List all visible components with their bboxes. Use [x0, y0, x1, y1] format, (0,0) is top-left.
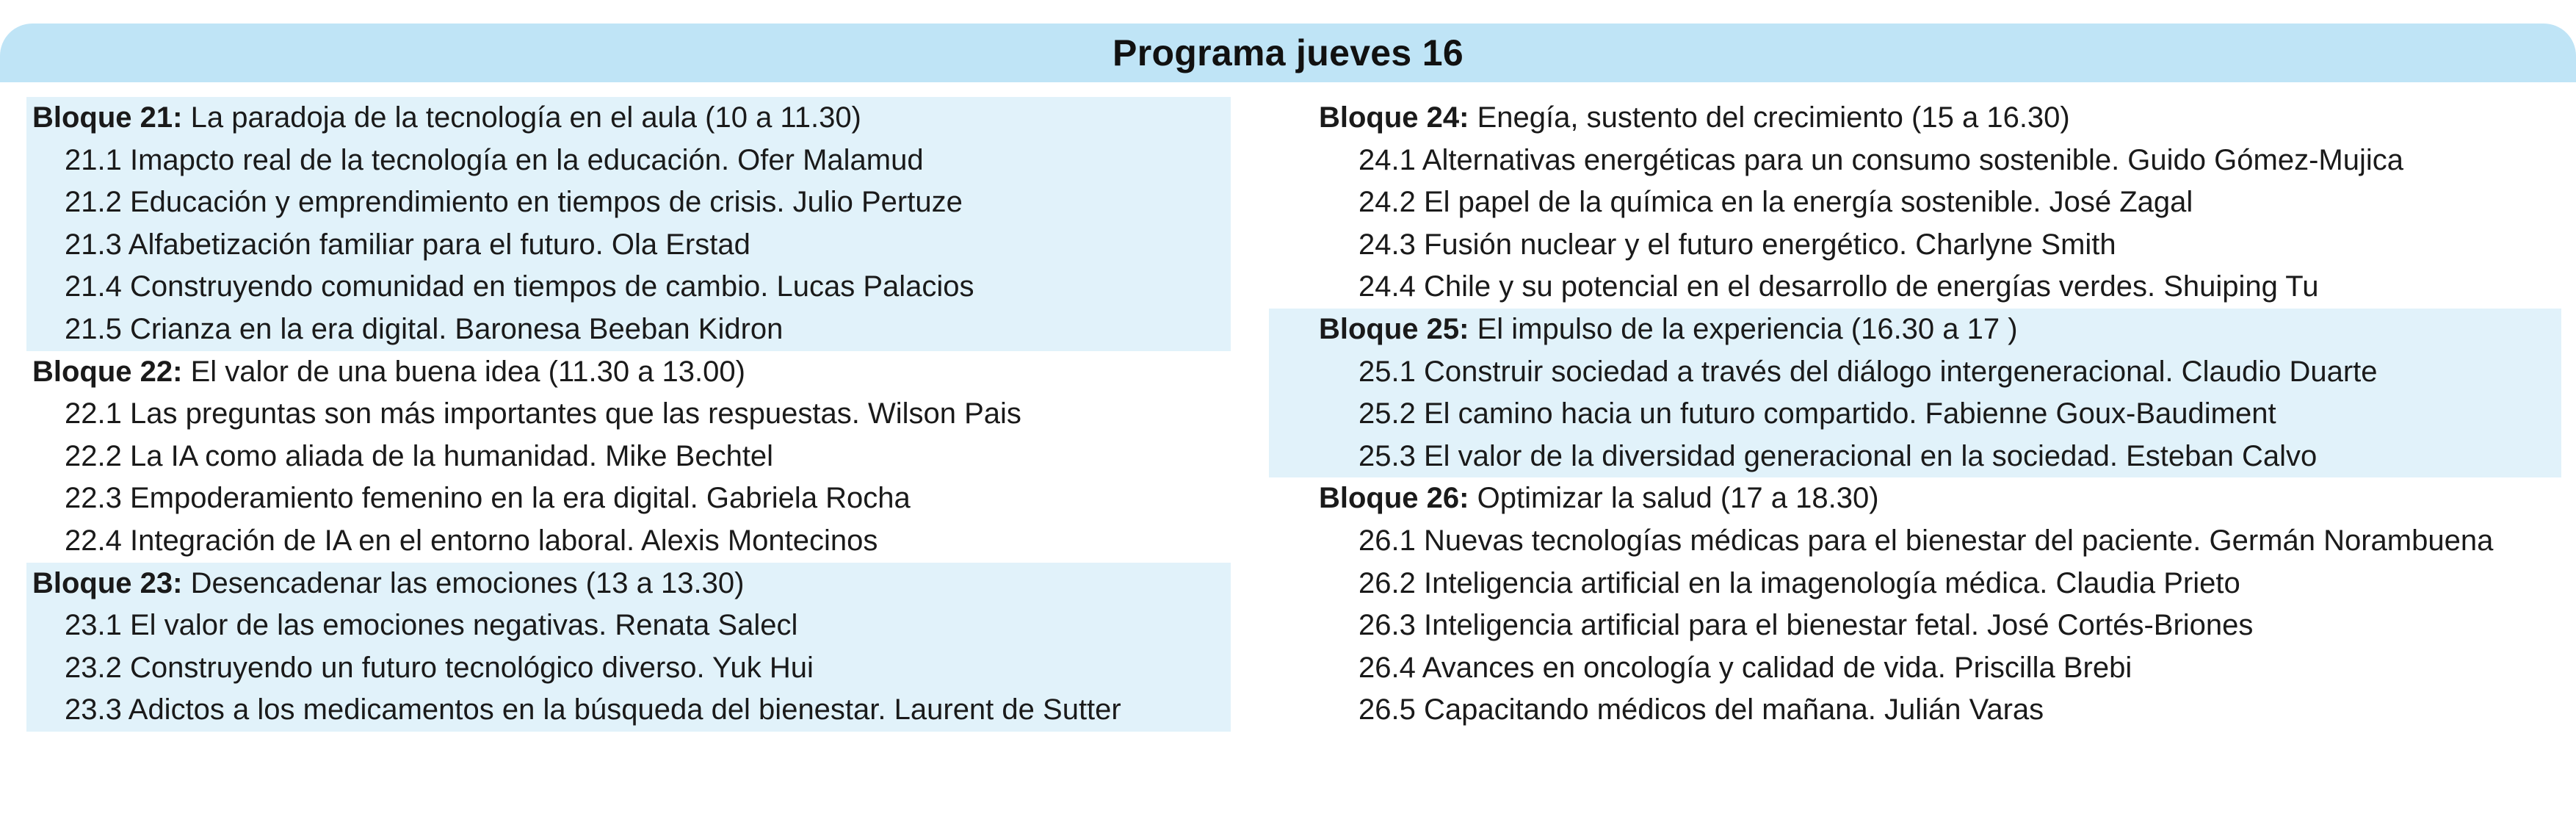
block-heading	[26, 563, 1231, 605]
block-subtitle: El valor de una buena idea (11.30 a 13.00)	[182, 355, 745, 388]
talk-item: 22.3 Empoderamiento femenino en la era digital. Gabriela Rocha	[65, 482, 911, 515]
talk-item: 25.1 Construir sociedad a través del diálogo intergeneracional. Claudio Duarte	[1358, 355, 2378, 388]
talk-item: 25.2 El camino hacia un futuro compartido. Fabienne Goux-Baudiment	[1358, 397, 2276, 430]
block-subtitle: Optimizar la salud (17 a 18.30)	[1469, 482, 1879, 515]
talk-item: 23.3 Adictos a los medicamentos en la búsqueda del bienestar. Laurent de Sutter	[65, 693, 1121, 727]
block-24	[1269, 97, 2561, 309]
block-heading	[26, 351, 1231, 394]
block-subtitle: El impulso de la experiencia (16.30 a 17 )	[1469, 312, 2018, 345]
block-name: Bloque 23:	[32, 566, 183, 599]
talk-item: 23.2 Construyendo un futuro tecnológico diverso. Yuk Hui	[65, 651, 814, 684]
block-23	[26, 563, 1231, 732]
block-subtitle: Desencadenar las emociones (13 a 13.30)	[182, 566, 745, 599]
talk-item: 24.2 El papel de la química en la energía sostenible. José Zagal	[1358, 186, 2193, 219]
talk-item: 21.5 Crianza en la era digital. Baronesa Beeban Kidron	[65, 312, 784, 345]
block-name: Bloque 22:	[32, 355, 183, 388]
talk-item: 25.3 El valor de la diversidad generacional en la sociedad. Esteban Calvo	[1358, 439, 2318, 472]
block-heading	[1269, 477, 2561, 520]
left-column	[26, 97, 1231, 732]
talk-item: 22.4 Integración de IA en el entorno laboral. Alexis Montecinos	[65, 524, 878, 557]
block-name: Bloque 24:	[1319, 101, 1469, 134]
talk-item: 23.1 El valor de las emociones negativas. Renata Salecl	[65, 609, 798, 642]
block-heading	[1269, 97, 2561, 140]
talk-item: 26.1 Nuevas tecnologías médicas para el bienestar del paciente. Germán Norambuena	[1358, 524, 2494, 557]
talk-item: 26.5 Capacitando médicos del mañana. Julián Varas	[1358, 693, 2044, 727]
block-26	[1269, 477, 2561, 732]
talk-item: 26.2 Inteligencia artificial en la imagenología médica. Claudia Prieto	[1358, 566, 2240, 599]
talk-item: 21.1 Imapcto real de la tecnología en la educación. Ofer Malamud	[65, 143, 924, 176]
block-name: Bloque 26:	[1319, 482, 1469, 515]
block-22	[26, 351, 1231, 563]
talk-item: 22.2 La IA como aliada de la humanidad. Mike Bechtel	[65, 439, 774, 472]
talk-item: 22.1 Las preguntas son más importantes que las respuestas. Wilson Pais	[65, 397, 1021, 430]
talk-item: 26.3 Inteligencia artificial para el bienestar fetal. José Cortés-Briones	[1358, 609, 2254, 642]
talk-item: 24.4 Chile y su potencial en el desarrollo de energías verdes. Shuiping Tu	[1358, 270, 2319, 303]
block-name: Bloque 21:	[32, 101, 183, 134]
talk-item: 24.3 Fusión nuclear y el futuro energético. Charlyne Smith	[1358, 228, 2116, 261]
block-21	[26, 97, 1231, 351]
talk-item: 24.1 Alternativas energéticas para un consumo sostenible. Guido Gómez-Mujica	[1358, 143, 2403, 176]
talk-item: 21.3 Alfabetización familiar para el futuro. Ola Erstad	[65, 228, 750, 261]
block-25	[1269, 309, 2561, 477]
page-title: Programa jueves 16	[1112, 32, 1464, 73]
block-name: Bloque 25:	[1319, 312, 1469, 345]
right-column	[1269, 97, 2561, 732]
header-bar	[0, 24, 2576, 82]
talk-item: 21.4 Construyendo comunidad en tiempos de cambio. Lucas Palacios	[65, 270, 974, 303]
talk-item: 26.4 Avances en oncología y calidad de vida. Priscilla Brebi	[1358, 651, 2132, 684]
block-heading	[1269, 309, 2561, 351]
block-subtitle: La paradoja de la tecnología en el aula (10 a 11.30)	[182, 101, 861, 134]
block-subtitle: Enegía, sustento del crecimiento (15 a 16.30)	[1469, 101, 2070, 134]
block-heading	[26, 97, 1231, 140]
talk-item: 21.2 Educación y emprendimiento en tiempos de crisis. Julio Pertuze	[65, 186, 963, 219]
